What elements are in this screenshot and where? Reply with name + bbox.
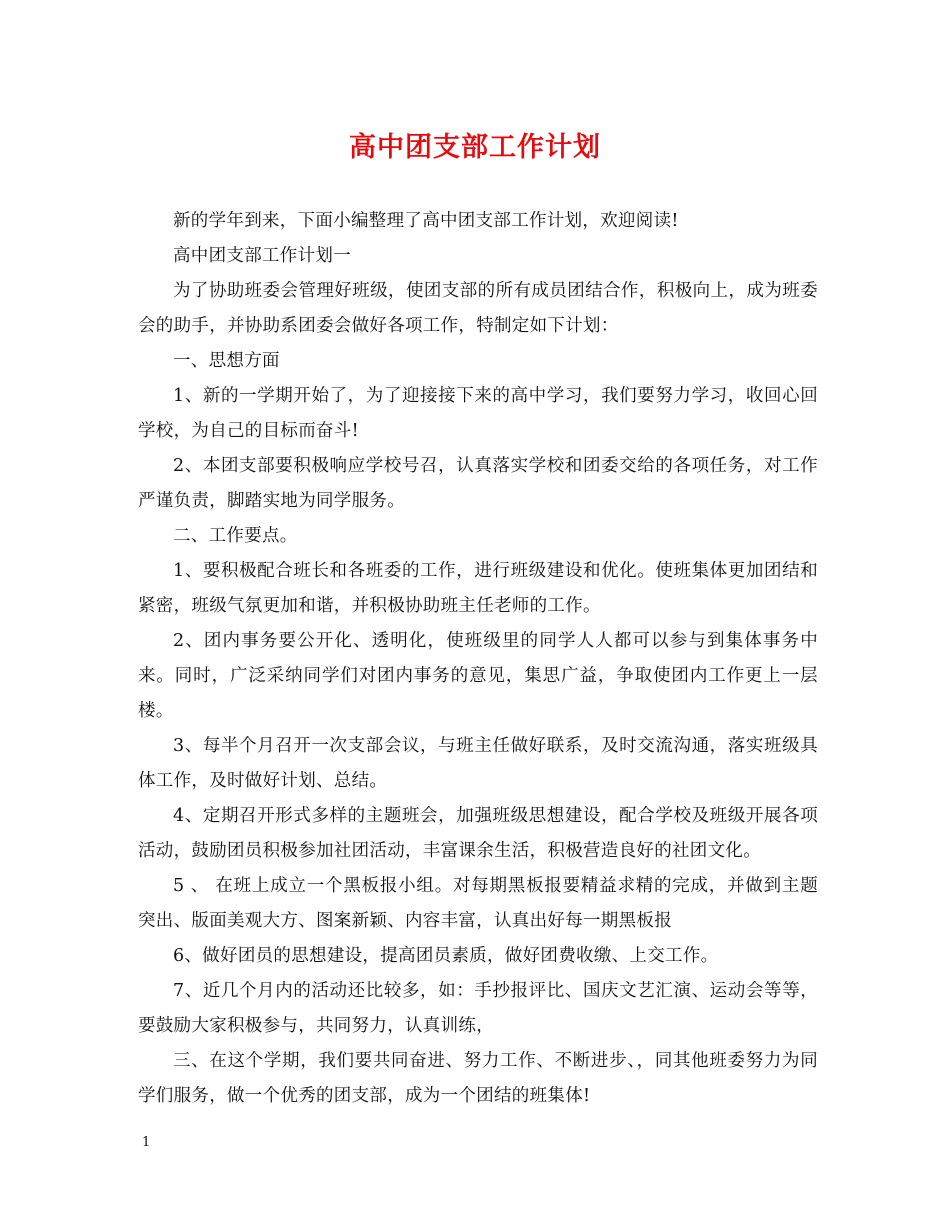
paragraph-work-4: 4、定期召开形式多样的主题班会，加强班级思想建设，配合学校及班级开展各项活动，鼓励团员积极参加社团活动，丰富课余生活，积极营造良好的社团文化。 — [138, 806, 818, 861]
paragraph-work-1: 1、要积极配合班长和各班委的工作，进行班级建设和优化。使班集体更加团结和紧密，班级气氛更加和谐，并积极协助班主任老师的工作。 — [138, 561, 818, 616]
paragraph-work-3: 3、每半个月召开一次支部会议，与班主任做好联系，及时交流沟通，落实班级具体工作，及时做好计划、总结。 — [138, 736, 818, 791]
paragraph-plan-heading: 高中团支部工作计划一 — [173, 246, 351, 266]
document-body — [138, 204, 818, 1114]
paragraph-work-6: 6、做好团员的思想建设，提高团员素质，做好团费收缴、上交工作。 — [173, 946, 719, 966]
paragraph-work-5: 5 、 在班上成立一个黑板报小组。对每期黑板报要精益求精的完成，并做到主题突出、版面美观大方、图案新颖、内容丰富，认真出好每一期黑板报 — [138, 876, 818, 931]
paragraph-work-2: 2、团内事务要公开化、透明化，使班级里的同学人人都可以参与到集体事务中来。同时，广泛采纳同学们对团内事务的意见，集思广益，争取使团内工作更上一层楼。 — [138, 631, 818, 721]
paragraph-intro: 新的学年到来，下面小编整理了高中团支部工作计划，欢迎阅读! — [173, 211, 679, 231]
section-heading-ideology: 一、思想方面 — [173, 351, 280, 371]
paragraph-work-7: 7、近几个月内的活动还比较多，如：手抄报评比、国庆文艺汇演、运动会等等，要鼓励大家积极参与，共同努力，认真训练， — [138, 981, 818, 1036]
paragraph-conclusion: 三、在这个学期，我们要共同奋进、努力工作、不断进步、，同其他班委努力为同学们服务，做一个优秀的团支部，成为一个团结的班集体! — [138, 1051, 818, 1106]
page-number: 1 — [142, 1135, 151, 1150]
document-title: 高中团支部工作计划 — [349, 132, 601, 163]
paragraph-ideology-1: 1、新的一学期开始了，为了迎接接下来的高中学习，我们要努力学习，收回心回学校，为自己的目标而奋斗! — [138, 386, 818, 441]
paragraph-purpose: 为了协助班委会管理好班级，使团支部的所有成员团结合作，积极向上，成为班委会的助手，并协助系团委会做好各项工作，特制定如下计划： — [138, 281, 818, 336]
paragraph-ideology-2: 2、本团支部要积极响应学校号召，认真落实学校和团委交给的各项任务，对工作严谨负责，脚踏实地为同学服务。 — [138, 456, 818, 511]
section-heading-work-points: 二、工作要点。 — [173, 526, 298, 546]
